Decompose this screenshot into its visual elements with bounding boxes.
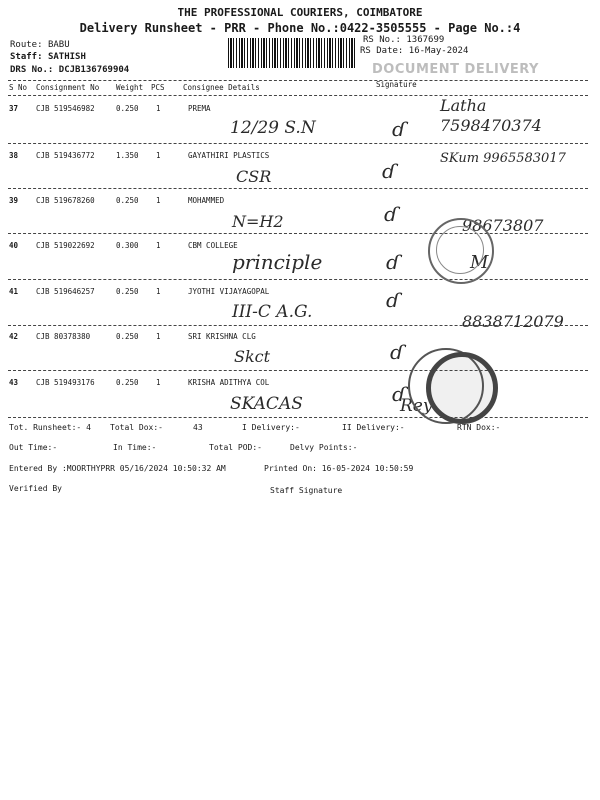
row-sno: 42 bbox=[9, 332, 19, 341]
company-title: THE PROFESSIONAL COURIERS, COIMBATORE bbox=[177, 6, 423, 19]
row-hand-note: 12/29 S.N bbox=[230, 118, 316, 138]
col-consignment: Consignment No bbox=[36, 83, 100, 92]
row-consignee: CBM COLLEGE bbox=[188, 241, 238, 250]
printed-on: Printed On: 16-05-2024 10:50:59 bbox=[264, 464, 414, 473]
row-signature: ɗ bbox=[392, 117, 406, 141]
row-signature: ɗ bbox=[392, 382, 406, 406]
row-consignee: GAYATHIRI PLASTICS bbox=[188, 151, 270, 160]
row-weight: 0.300 bbox=[116, 241, 139, 250]
row-rule bbox=[8, 370, 588, 371]
total-dox-label: Total Dox:- bbox=[110, 423, 163, 432]
row-consignment: CJB 519646257 bbox=[36, 287, 95, 296]
row-rule bbox=[8, 188, 588, 189]
staff-signature: Staff Signature bbox=[270, 486, 343, 495]
row-sno: 41 bbox=[9, 287, 19, 296]
row-pcs: 1 bbox=[156, 332, 161, 341]
total-pod: Total POD:- bbox=[209, 443, 262, 452]
row-weight: 0.250 bbox=[116, 287, 139, 296]
row-sno: 39 bbox=[9, 196, 19, 205]
col-weight: Weight bbox=[116, 83, 144, 92]
row-rule bbox=[8, 417, 588, 418]
row-hand-note: Skct bbox=[234, 347, 271, 366]
row-consignee: SRI KRISHNA CLG bbox=[188, 332, 256, 341]
row-pcs: 1 bbox=[156, 287, 161, 296]
row-consignment: CJB 519678260 bbox=[36, 196, 95, 205]
row-sno: 38 bbox=[9, 151, 19, 160]
clg-seal-stamp-right bbox=[426, 352, 498, 424]
row-rule bbox=[8, 325, 588, 326]
row-consignee: PREMA bbox=[188, 104, 211, 113]
row-consignment: CJB 519436772 bbox=[36, 151, 95, 160]
staff-label: Staff: bbox=[10, 52, 43, 62]
row-hand-note: III-C A.G. bbox=[232, 302, 313, 322]
row-weight: 0.250 bbox=[116, 378, 139, 387]
drs-line bbox=[10, 65, 129, 76]
row-sno: 43 bbox=[9, 378, 19, 387]
i-delivery: I Delivery:- bbox=[242, 423, 300, 432]
row-rule bbox=[8, 143, 588, 144]
route-label: Route: bbox=[10, 40, 43, 50]
rs-no-label: RS No.: bbox=[363, 35, 401, 45]
row-weight: 0.250 bbox=[116, 332, 139, 341]
row-sno: 37 bbox=[9, 104, 19, 113]
document-delivery-stamp: DOCUMENT DELIVERY bbox=[372, 62, 539, 77]
ii-delivery: II Delivery:- bbox=[342, 423, 405, 432]
row-hand-note: SKACAS bbox=[230, 394, 303, 414]
in-time: In Time:- bbox=[113, 443, 157, 452]
row-signature: ɗ bbox=[382, 159, 396, 183]
col-sno: S No bbox=[9, 83, 28, 92]
row-pcs: 1 bbox=[156, 104, 161, 113]
row-pcs: 1 bbox=[156, 151, 161, 160]
row-consignee: JYOTHI VIJAYAGOPAL bbox=[188, 287, 270, 296]
staff-value: SATHISH bbox=[47, 52, 86, 62]
row-hand-note: N=H2 bbox=[232, 212, 284, 231]
drs-value: DCJB136769904 bbox=[58, 65, 130, 75]
row-signature: ɗ bbox=[390, 340, 404, 364]
row-extra-note: 98673807 bbox=[462, 216, 544, 235]
row-consignment: CJB 80378380 bbox=[36, 332, 91, 341]
entered-by: Entered By :MOORTHYPRR 05/16/2024 10:50:32 AM bbox=[9, 464, 226, 473]
col-pcs: PCS bbox=[151, 83, 165, 92]
row-sno: 40 bbox=[9, 241, 19, 250]
col-consignee: Consignee Details bbox=[183, 83, 260, 92]
runsheet-subtitle: Delivery Runsheet - PRR - Phone No.:0422-3505555 - Page No.:4 bbox=[79, 21, 521, 35]
row-signature: ɗ bbox=[386, 250, 400, 274]
row-pcs: 1 bbox=[156, 196, 161, 205]
verified-by: Verified By bbox=[9, 484, 62, 493]
row-consignment: CJB 519022692 bbox=[36, 241, 95, 250]
row-consignment: CJB 519493176 bbox=[36, 378, 95, 387]
college-seal-inner bbox=[436, 226, 484, 274]
header-top-rule bbox=[8, 80, 588, 81]
out-time: Out Time:- bbox=[9, 443, 58, 452]
rs-no-value: 1367699 bbox=[406, 35, 445, 45]
rs-date-label: RS Date: bbox=[360, 46, 404, 56]
row-weight: 0.250 bbox=[116, 196, 139, 205]
drs-label: DRS No.: bbox=[10, 65, 54, 75]
row-pcs: 1 bbox=[156, 241, 161, 250]
col-signature: Signature bbox=[376, 80, 417, 89]
rs-date-value: 16-May-2024 bbox=[408, 46, 469, 56]
row-consignee: MOHAMMED bbox=[188, 196, 225, 205]
row-signature: ɗ bbox=[386, 288, 400, 312]
row-consignment: CJB 519546982 bbox=[36, 104, 95, 113]
route-line bbox=[10, 40, 70, 51]
row-hand-note: CSR bbox=[236, 167, 272, 186]
rs-date-line bbox=[360, 46, 468, 57]
rtn-dox: RTN Dox:- bbox=[457, 423, 501, 432]
row-signature: ɗ bbox=[384, 202, 398, 226]
row-hand-note: principle bbox=[232, 250, 323, 274]
staff-line bbox=[10, 52, 86, 63]
route-value: BABU bbox=[47, 40, 70, 50]
tot-runsheet: Tot. Runsheet:- 4 bbox=[9, 423, 91, 432]
row-rule bbox=[8, 279, 588, 280]
total-dox-value: 43 bbox=[193, 423, 203, 432]
row-rule bbox=[8, 233, 588, 234]
row-extra-note: M bbox=[470, 252, 489, 273]
row-weight: 0.250 bbox=[116, 104, 139, 113]
barcode-image bbox=[228, 38, 356, 68]
rs-no-line bbox=[363, 35, 444, 46]
row-weight: 1.350 bbox=[116, 151, 139, 160]
row-extra-note: Latha 7598470374 bbox=[440, 96, 542, 135]
row-extra-note: 8838712079 bbox=[462, 312, 564, 331]
row-extra-note: SKum 9965583017 bbox=[440, 151, 566, 166]
row-extra-note: Rey bbox=[400, 396, 433, 416]
row-consignee: KRISHA ADITHYA COL bbox=[188, 378, 270, 387]
row-pcs: 1 bbox=[156, 378, 161, 387]
delvy-points: Delvy Points:- bbox=[290, 443, 358, 452]
